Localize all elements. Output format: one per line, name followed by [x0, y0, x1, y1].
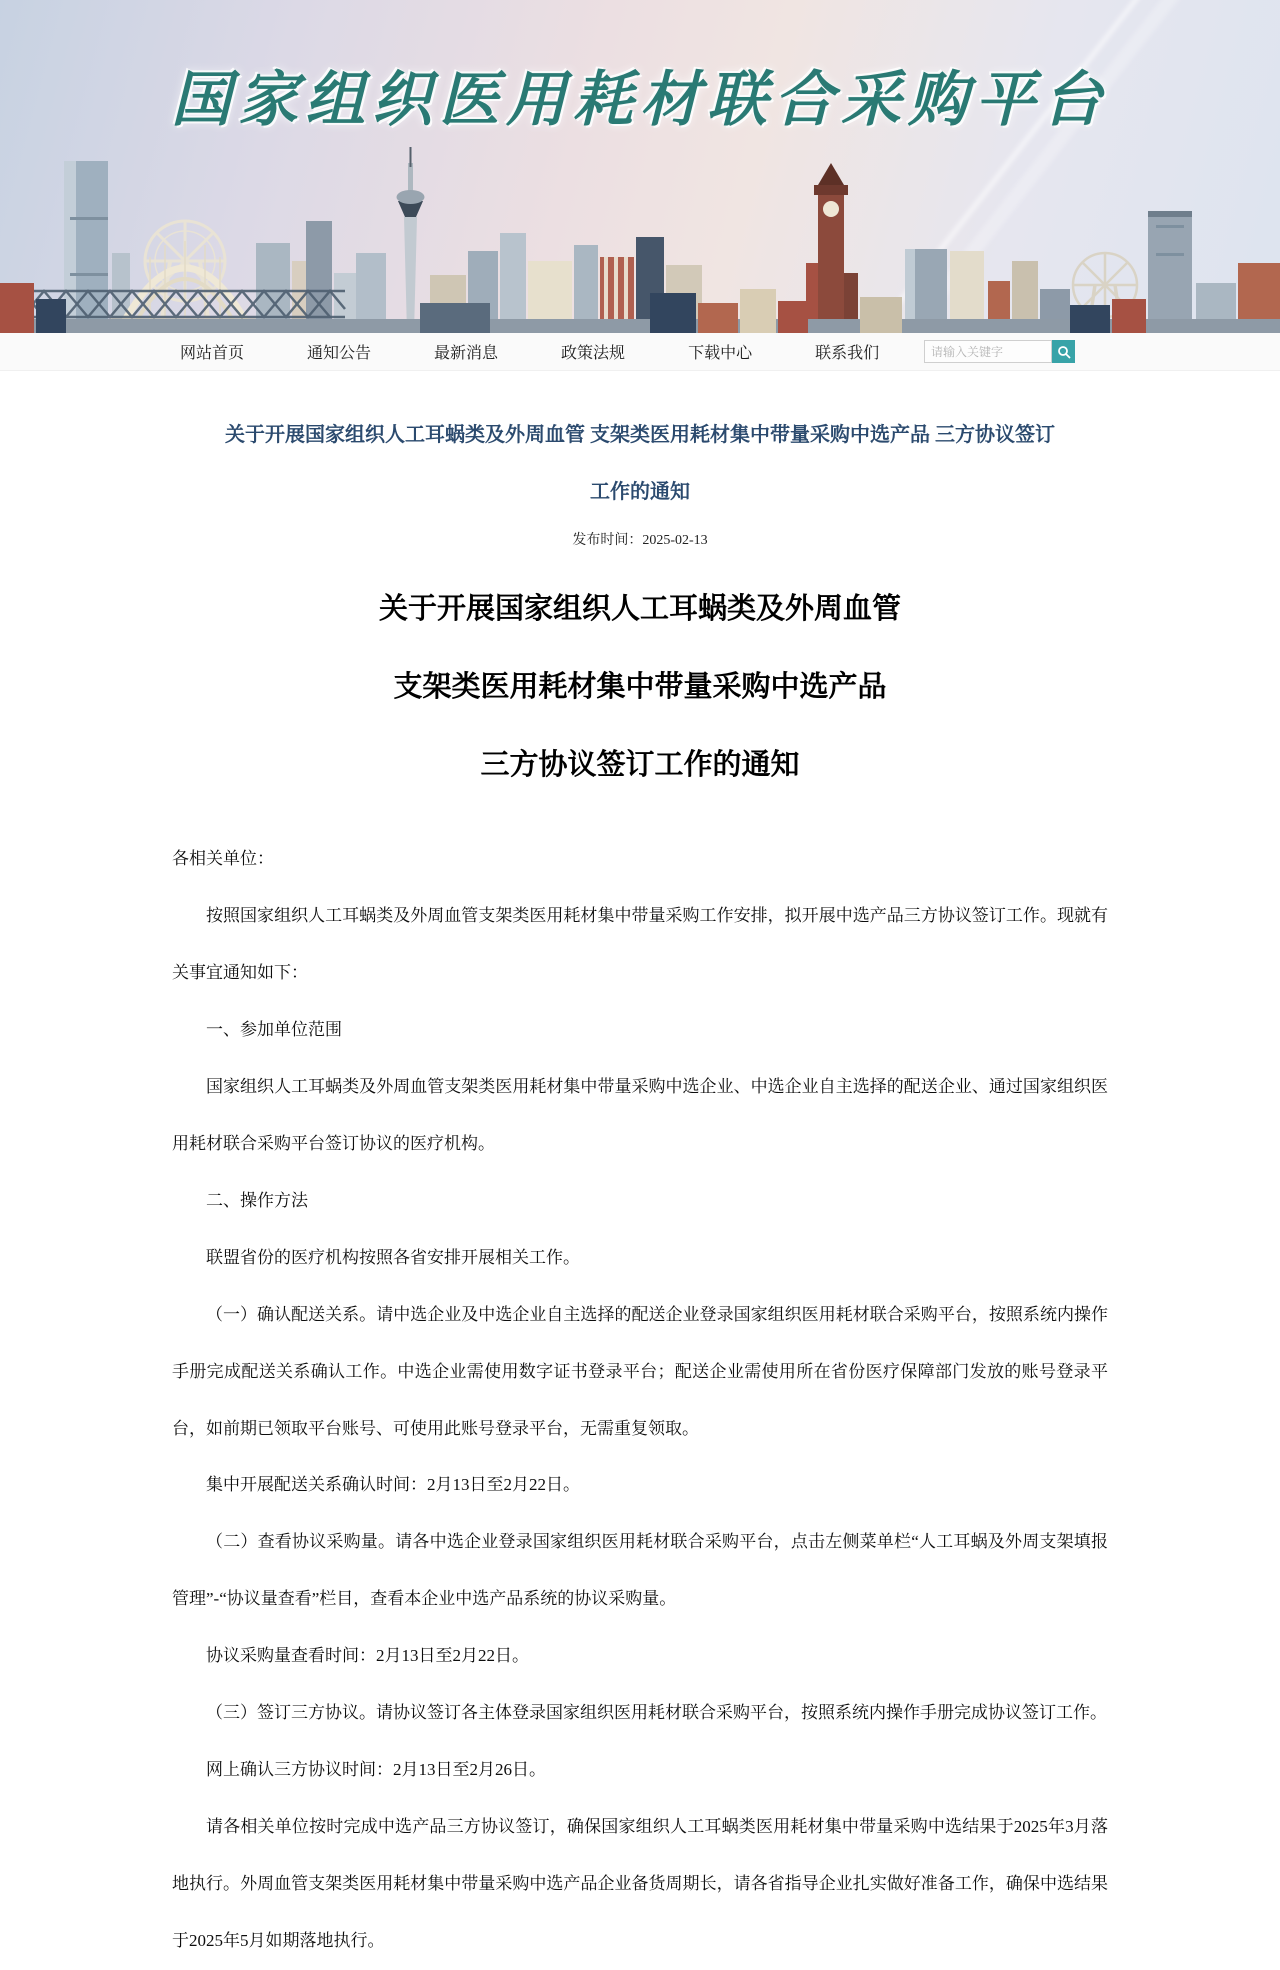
paragraph: 集中开展配送关系确认时间：2月13日至2月22日。 [206, 1475, 580, 1495]
nav-item-home[interactable]: 网站首页 [180, 345, 245, 362]
paragraph: （二）查看协议采购量。请各中选企业登录国家组织医用耗材联合采购平台，点击左侧菜单栏“人工耳蜗及外周支架填报管理”-“协议量查看”栏目，查看本企业中选产品系统的协议采购量。 [172, 1532, 1108, 1609]
search-input[interactable] [924, 340, 1052, 363]
paragraph: 联盟省份的医疗机构按照各省安排开展相关工作。 [206, 1247, 580, 1267]
site-title: 国家组织医用耗材联合采购平台 [171, 67, 1109, 133]
clock-tower [806, 163, 858, 333]
paragraph: 网上确认三方协议时间：2月13日至2月26日。 [206, 1760, 546, 1780]
search-button[interactable] [1052, 340, 1075, 363]
city-skyline-illustration [0, 133, 1280, 333]
paragraph: 按照国家组织人工耳蜗类及外周血管支架类医用耗材集中带量采购工作安排，拟开展中选产品三方协议签订工作。现就有关事宜通知如下： [172, 905, 1108, 982]
paragraph: （一）确认配送关系。请中选企业及中选企业自主选择的配送企业登录国家组织医用耗材联合采购平台，按照系统内操作手册完成配送关系确认工作。中选企业需使用数字证书登录平台；配送企业需使用所在省份医疗保障部门发放的账号登录平台，如前期已领取平台账号、可使用此账号登录平台，无需重复领取。 [172, 1304, 1108, 1438]
paragraph-salutation: 各相关单位： [172, 849, 274, 868]
paragraph-section-2: 二、操作方法 [206, 1190, 308, 1210]
document-heading-line: 支架类医用耗材集中带量采购中选产品 [393, 671, 887, 703]
paragraph: 国家组织人工耳蜗类及外周血管支架类医用耗材集中带量采购中选企业、中选企业自主选择的配送企业、通过国家组织医用耗材联合采购平台签订协议的医疗机构。 [172, 1076, 1108, 1153]
paragraph-section-1: 一、参加单位范围 [206, 1019, 342, 1039]
document-heading [172, 586, 1108, 783]
main-nav [0, 333, 1280, 371]
skyline-farright-tower [1148, 211, 1280, 333]
document-heading-line: 三方协议签订工作的通知 [480, 749, 800, 781]
document-body [172, 831, 1108, 1970]
document-heading-line: 关于开展国家组织人工耳蜗类及外周血管 [378, 593, 901, 625]
banner [0, 0, 1280, 333]
paragraph: 请各相关单位按时完成中选产品三方协议签订，确保国家组织人工耳蜗类医用耗材集中带量采购中选结果于2025年3月落地执行。外周血管支架类医用耗材集中带量采购中选产品企业备货周期长，请各省指导企业扎实做好准备工作，确保中选结果于2025年5月如期落地执行。 [172, 1817, 1108, 1951]
nav-item-notices[interactable]: 通知公告 [307, 345, 372, 362]
paragraph: （三）签订三方协议。请协议签订各主体登录国家组织医用耗材联合采购平台，按照系统内操作手册完成协议签订工作。 [206, 1703, 1107, 1723]
publish-date: 发布时间：2025-02-13 [572, 533, 708, 548]
nav-items [180, 340, 879, 363]
nav-item-contact[interactable]: 联系我们 [815, 345, 880, 362]
page-title: 关于开展国家组织人工耳蜗类及外周血管 支架类医用耗材集中带量采购中选产品 三方协议签订工作的通知 [225, 424, 1055, 503]
paragraph: 协议采购量查看时间：2月13日至2月22日。 [206, 1646, 529, 1666]
nav-item-news[interactable]: 最新消息 [434, 345, 499, 362]
article-page [172, 371, 1108, 1970]
nav-item-downloads[interactable]: 下载中心 [688, 345, 753, 362]
nav-item-policies[interactable]: 政策法规 [561, 345, 626, 362]
search-icon [1057, 345, 1071, 359]
search-box [924, 340, 1075, 363]
